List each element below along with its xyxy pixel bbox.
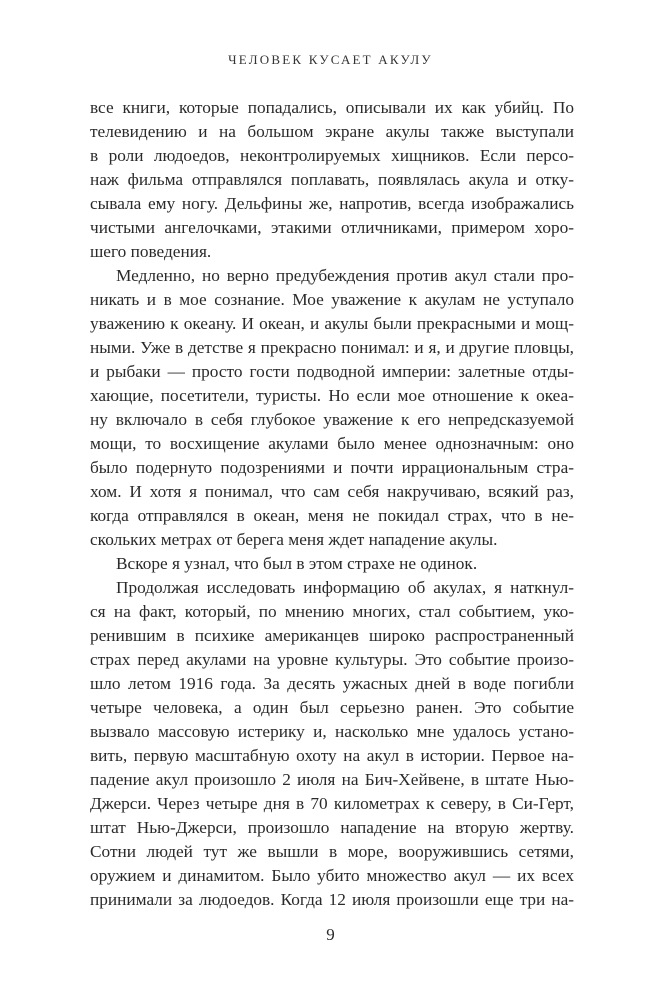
- text-line: Вскоре я узнал, что был в этом страхе не одинок.: [116, 554, 478, 573]
- text-line: сывала ему ногу. Дельфины же, напротив, всегда изображались: [90, 194, 574, 213]
- text-line: ну включало в себя глубокое уважение к его непредсказуемой: [90, 410, 574, 429]
- text-line: никать и в мое сознание. Мое уважение к акулам не уступало: [90, 290, 574, 309]
- text-line: ными. Уже в детстве я прекрасно понимал: и я, и другие пловцы,: [90, 338, 574, 357]
- text-line: принимали за людоедов. Когда 12 июля произошли еще три на-: [90, 890, 574, 909]
- text-line: падение акул произошло 2 июля на Бич-Хейвене, в штате Нью-: [90, 770, 574, 789]
- paragraph: [90, 552, 574, 576]
- paragraph: [90, 96, 574, 264]
- text-line: ся на факт, который, по мнению многих, стал событием, уко-: [90, 602, 574, 621]
- text-line: уважению к океану. И океан, и акулы были прекрасными и мощ-: [90, 314, 574, 333]
- text-line: страх перед акулами на уровне культуры. Это событие произо-: [90, 650, 574, 669]
- text-line: мощи, то восхищение акулами было менее однозначным: оно: [90, 434, 574, 453]
- text-line: Продолжая исследовать информацию об акулах, я наткнул-: [116, 578, 574, 597]
- text-line: телевидению и на большом экране акулы также выступали: [90, 122, 574, 141]
- text-line: чистыми ангелочками, этакими отличниками, примером хоро-: [90, 218, 574, 237]
- running-head: ЧЕЛОВЕК КУСАЕТ АКУЛУ: [228, 52, 433, 67]
- text-line: шло летом 1916 года. За десять ужасных дней в воде погибли: [90, 674, 574, 693]
- text-line: когда отправлялся в океан, меня не покидал страх, что в не-: [90, 506, 574, 525]
- text-line: Сотни людей тут же вышли в море, вооружившись сетями,: [90, 842, 574, 861]
- text-line: и рыбаки — просто гости подводной империи: залетные отды-: [90, 362, 574, 381]
- text-line: вызвало массовую истерику и, насколько мне удалось устано-: [90, 722, 574, 741]
- text-line: оружием и динамитом. Было убито множество акул — их всех: [90, 866, 574, 885]
- text-line: в роли людоедов, неконтролируемых хищников. Если персо-: [90, 146, 574, 165]
- text-line: было подернуто подозрениями и почти иррациональным стра-: [90, 458, 574, 477]
- text-line: все книги, которые попадались, описывали их как убийц. По: [90, 98, 574, 117]
- text-line: четыре человека, а один был серьезно ранен. Это событие: [90, 698, 574, 717]
- text-line: шего поведения.: [90, 242, 212, 261]
- paragraph: [90, 576, 574, 912]
- paragraph: [90, 264, 574, 552]
- text-line: штат Нью-Джерси, произошло нападение на вторую жертву.: [90, 818, 574, 837]
- text-line: ренившим в психике американцев широко распространенный: [90, 626, 574, 645]
- body-text: [90, 96, 574, 912]
- text-line: вить, первую масштабную охоту на акул в истории. Первое на-: [90, 746, 574, 765]
- text-line: наж фильма отправлялся поплавать, появлялась акула и отку-: [90, 170, 574, 189]
- text-line: Джерси. Через четыре дня в 70 километрах к северу, в Си-Герт,: [90, 794, 574, 813]
- text-line: хом. И хотя я понимал, что сам себя накручиваю, всякий раз,: [90, 482, 574, 501]
- text-line: скольких метрах от берега меня ждет нападение акулы.: [90, 530, 498, 549]
- page-number: 9: [326, 925, 335, 944]
- text-line: хающие, посетители, туристы. Но если мое отношение к океа-: [90, 386, 574, 405]
- text-line: Медленно, но верно предубеждения против акул стали про-: [116, 266, 574, 285]
